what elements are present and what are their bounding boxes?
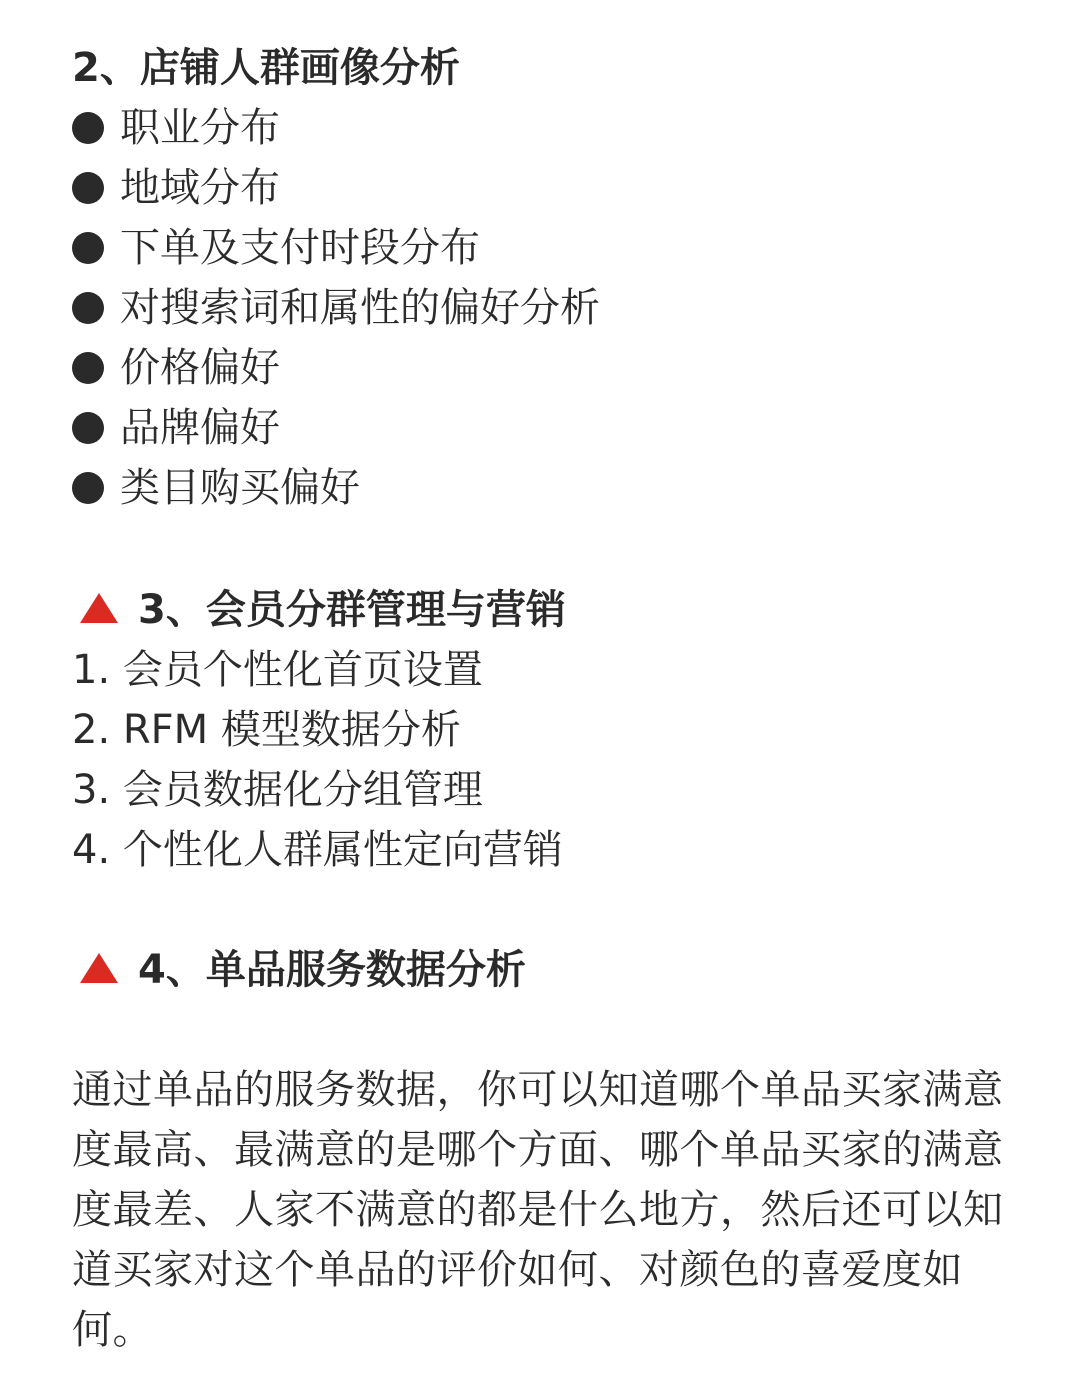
list-item-label: 品牌偏好 — [120, 405, 280, 451]
list-item-label: 类目购买偏好 — [120, 465, 360, 511]
section-3-title: 3、会员分群管理与营销 — [138, 587, 566, 633]
bullet-dot-icon — [72, 292, 104, 324]
bullet-dot-icon — [72, 232, 104, 264]
bullet-dot-icon — [72, 172, 104, 204]
list-item — [72, 278, 1022, 338]
bullet-dot-icon — [72, 112, 104, 144]
list-item-label: 对搜索词和属性的偏好分析 — [120, 285, 600, 331]
list-item — [72, 158, 1022, 218]
document-page — [72, 38, 1022, 1400]
red-triangle-icon — [80, 593, 118, 623]
list-item — [72, 98, 1022, 158]
section-4-title: 4、单品服务数据分析 — [138, 947, 526, 993]
list-item: 2. RFM 模型数据分析 — [72, 707, 461, 753]
list-item — [72, 398, 1022, 458]
list-item-label: 价格偏好 — [120, 345, 280, 391]
bullet-dot-icon — [72, 412, 104, 444]
section-3-heading — [72, 580, 1022, 640]
list-item — [72, 338, 1022, 398]
bullet-dot-icon — [72, 472, 104, 504]
list-item: 4. 个性化人群属性定向营销 — [72, 827, 563, 873]
list-item: 1. 会员个性化首页设置 — [72, 647, 483, 693]
list-item-label: 地域分布 — [120, 165, 280, 211]
red-triangle-icon — [80, 953, 118, 983]
list-item — [72, 458, 1022, 518]
section-2-title: 2、店铺人群画像分析 — [72, 45, 460, 91]
list-item-label: 下单及支付时段分布 — [120, 225, 480, 271]
section-2-list — [72, 98, 1022, 518]
list-item — [72, 218, 1022, 278]
section-4-heading — [72, 940, 1022, 1000]
bullet-dot-icon — [72, 352, 104, 384]
section-3-list — [72, 640, 1022, 880]
list-item: 3. 会员数据化分组管理 — [72, 767, 483, 813]
section-4-paragraph: 通过单品的服务数据，你可以知道哪个单品买家满意度最高、最满意的是哪个方面、哪个单品买家的满意度最差、人家不满意的都是什么地方，然后还可以知道买家对这个单品的评价如何、对颜色的喜爱度如何。 — [72, 1067, 1004, 1353]
list-item-label: 职业分布 — [120, 105, 280, 151]
